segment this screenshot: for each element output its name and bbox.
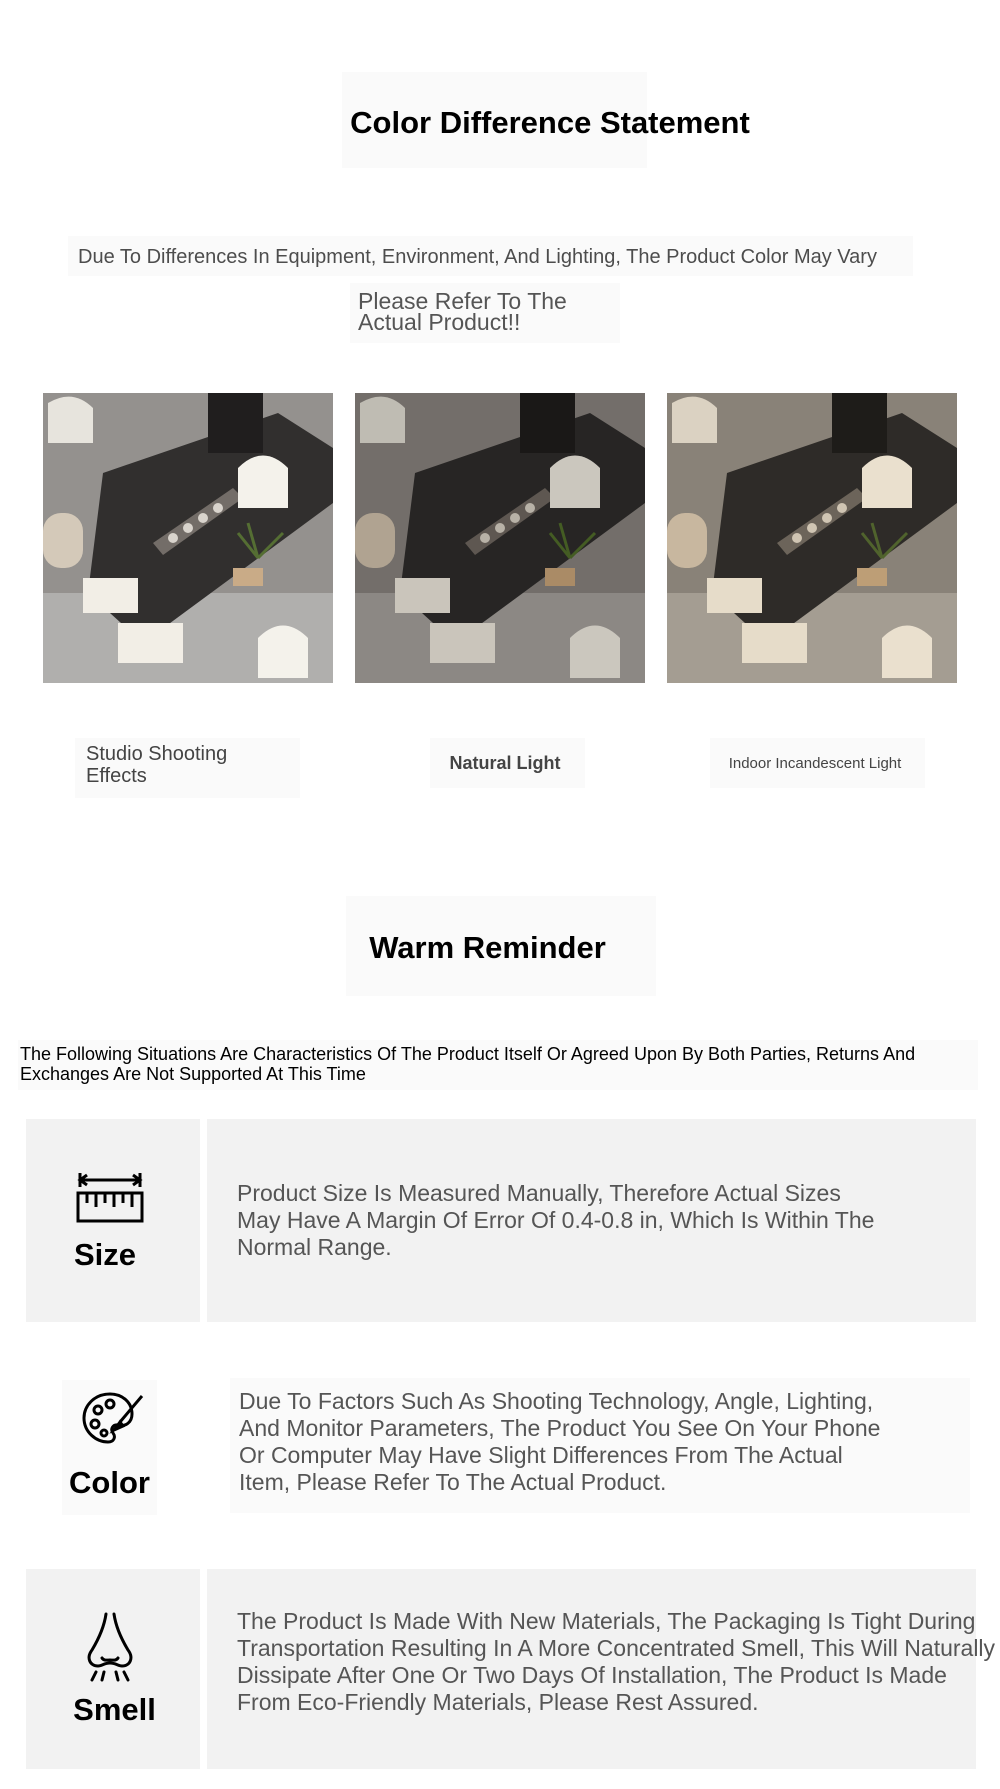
reminder-title: Warm Reminder: [369, 930, 606, 965]
color-label: Color: [69, 1465, 150, 1500]
color-statement-subtitle: Due To Differences In Equipment, Environment, And Lighting, The Product Color May Vary: [78, 246, 877, 268]
reminder-intro: The Following Situations Are Characteristics Of The Product Itself Or Agreed Upon By Both Parties, Returns And Exchanges Are Not Supported At This Time: [20, 1044, 916, 1084]
ruler-icon: [75, 1170, 145, 1225]
caption-natural-light: Natural Light: [449, 753, 561, 773]
tea-table-scene-image: [355, 393, 645, 683]
palette-icon: [80, 1390, 146, 1446]
photo-studio-shooting: [43, 393, 333, 683]
tea-table-scene-image: [667, 393, 957, 683]
smell-label: Smell: [73, 1692, 156, 1727]
photo-natural-light: [355, 393, 645, 683]
size-text: Product Size Is Measured Manually, Therefore Actual Sizes May Have A Margin Of Error Of 0.4-0.8 in, Which Is Within The Normal Range.: [237, 1180, 881, 1260]
caption-studio-shooting: Studio Shooting Effects: [86, 743, 228, 787]
smell-text: The Product Is Made With New Materials, The Packaging Is Tight During Transportation Resulting In A More Concentrated Smell, This Will Naturally Dissipate After One Or Two Days Of Installation, The Product Is Made From Eco-Friendly Materials, Please Rest Assured.: [237, 1608, 996, 1715]
photo-indoor-incandescent: [667, 393, 957, 683]
color-text: Due To Factors Such As Shooting Technology, Angle, Lighting, And Monitor Parameters, The Product You See On Your Phone Or Computer May Have Slight Differences From The Actual Item, Please Refer To The Actual Product.: [239, 1388, 887, 1495]
nose-icon: [82, 1610, 138, 1682]
size-label: Size: [73, 1237, 137, 1272]
color-statement-title: Color Difference Statement: [350, 105, 750, 140]
color-statement-note: Please Refer To The Actual Product!!: [358, 288, 567, 335]
caption-indoor-incandescent: Indoor Incandescent Light: [728, 755, 902, 772]
tea-table-scene-image: [43, 393, 333, 683]
